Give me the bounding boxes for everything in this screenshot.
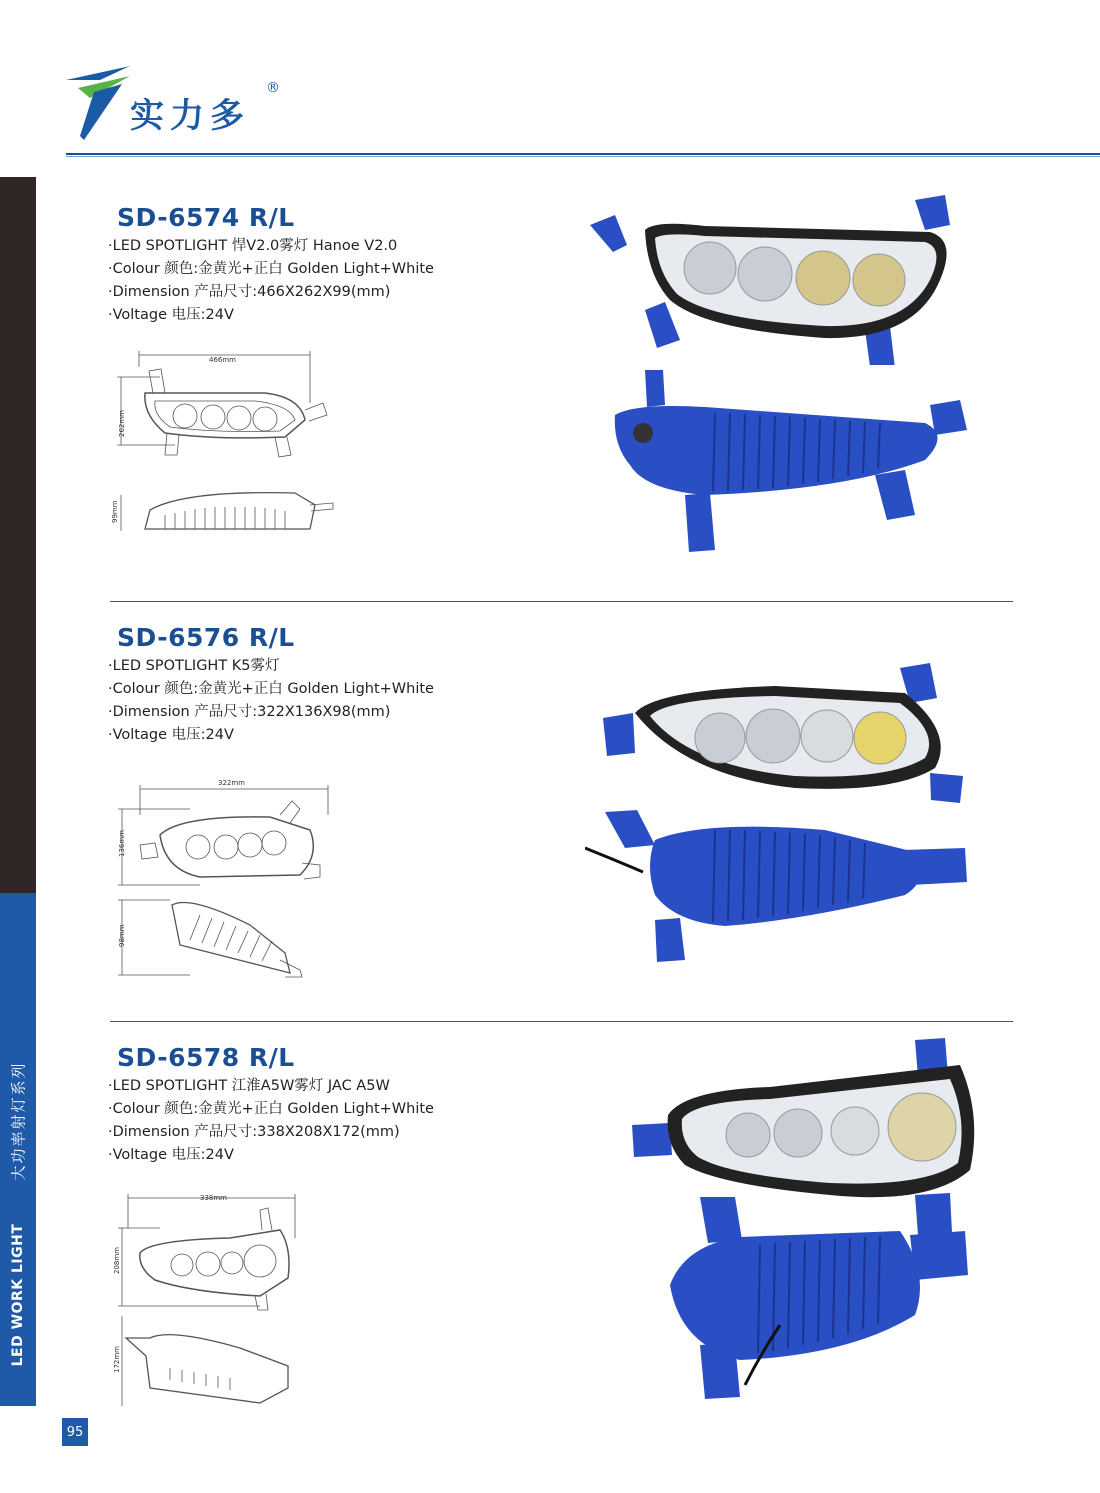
spec-type: ·LED SPOTLIGHT 悍V2.0雾灯 Hanoe V2.0 [108,238,398,254]
spec-dimension: ·Dimension 产品尺寸:466X262X99(mm) [108,284,391,300]
dim-width-label: 338mm [200,1194,227,1202]
sidebar-english-label: LED WORK LIGHT [10,1223,26,1367]
spec-dimension: ·Dimension 产品尺寸:322X136X98(mm) [108,704,391,720]
spec-colour: ·Colour 颜色:金黄光+正白 Golden Light+White [108,1101,434,1117]
spec-type: ·LED SPOTLIGHT K5雾灯 [108,658,280,674]
sidebar-chinese-label: 大功率射灯系列 [9,1061,28,1181]
technical-drawing [105,345,340,535]
dim-height-label: 262mm [118,410,126,437]
product-photo-back [585,800,975,970]
dim-depth-label: 98mm [118,924,126,947]
product-photo-front [595,658,975,808]
dim-depth-label: 99mm [111,500,119,523]
dim-height-label: 208mm [113,1247,121,1274]
technical-drawing [110,1188,310,1410]
spec-voltage: ·Voltage 电压:24V [108,307,234,323]
spec-type: ·LED SPOTLIGHT 江淮A5W雾灯 JAC A5W [108,1078,390,1094]
dim-width-label: 322mm [218,779,245,787]
spec-colour: ·Colour 颜色:金黄光+正白 Golden Light+White [108,261,434,277]
product-model-title: SD-6578 R/L [117,1043,295,1072]
spec-voltage: ·Voltage 电压:24V [108,1147,234,1163]
spec-colour: ·Colour 颜色:金黄光+正白 Golden Light+White [108,681,434,697]
spec-dimension: ·Dimension 产品尺寸:338X208X172(mm) [108,1124,400,1140]
product-model-title: SD-6574 R/L [117,203,295,232]
product-photo-front [585,190,965,365]
brand-name: 实力多 [130,96,250,136]
dim-height-label: 136mm [118,830,126,857]
registered-mark: ® [266,80,280,96]
sidebar-dark-band [0,177,36,893]
product-photo-back [660,1195,970,1400]
page-number: 95 [62,1418,88,1446]
product-specs [108,655,434,747]
product-photo-back [605,365,975,555]
section-divider [110,1021,1013,1022]
technical-drawing [110,775,340,985]
header-divider [66,153,1100,157]
spec-voltage: ·Voltage 电压:24V [108,727,234,743]
dim-width-label: 466mm [209,356,236,364]
product-specs [108,235,434,327]
product-specs [108,1075,434,1167]
product-model-title: SD-6576 R/L [117,623,295,652]
section-divider [110,601,1013,602]
dim-depth-label: 172mm [113,1346,121,1373]
